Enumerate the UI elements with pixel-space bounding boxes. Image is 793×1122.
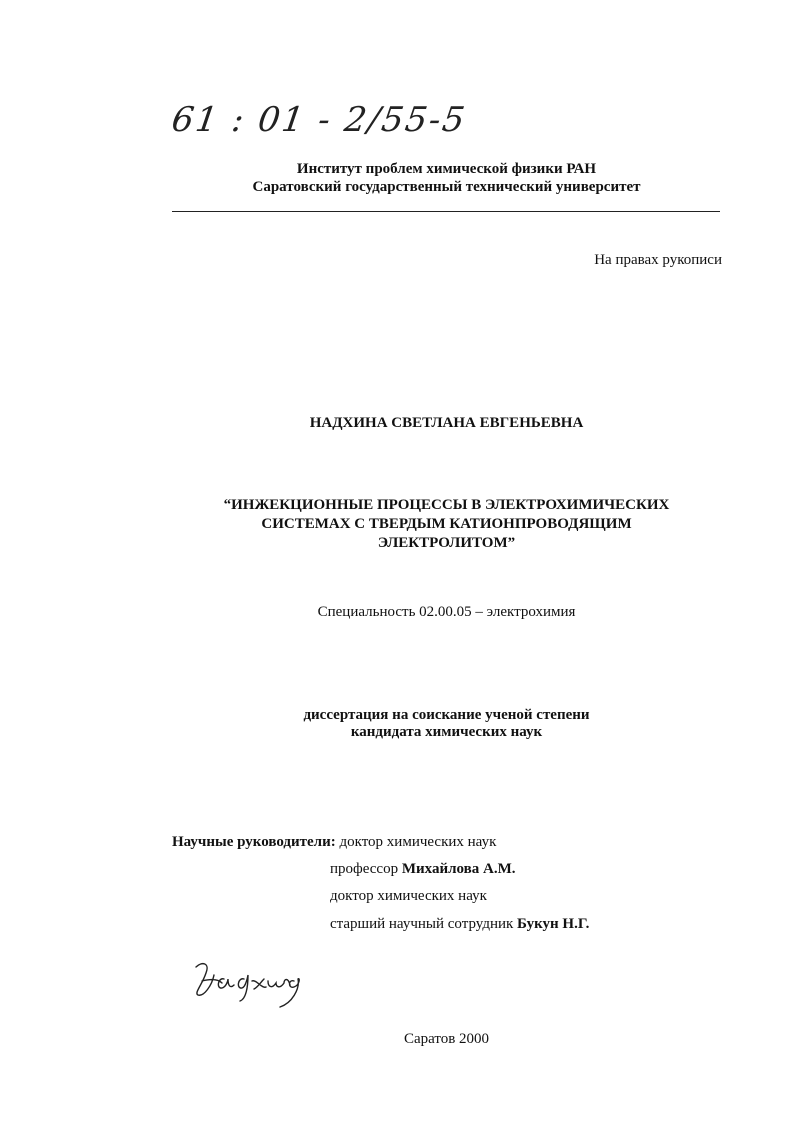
title-line: “ИНЖЕКЦИОННЫЕ ПРОЦЕССЫ В ЭЛЕКТРОХИМИЧЕСКИХ: [223, 497, 670, 513]
degree-line: диссертация на соискание ученой степени: [303, 707, 590, 723]
degree: [0, 707, 793, 741]
advisor-2-name: Букун Н.Г.: [517, 916, 590, 932]
advisors-label: Научные руководители:: [172, 834, 336, 850]
degree-line: кандидата химических наук: [350, 724, 543, 740]
manuscript-note: На правах рукописи: [594, 252, 722, 268]
author-signature: [188, 955, 323, 1010]
advisor-2-degree: доктор химических наук: [330, 888, 487, 904]
advisors-line-4: [330, 916, 589, 933]
dissertation-title: [0, 496, 793, 553]
advisor-2-title: старший научный сотрудник: [330, 916, 514, 932]
place-year: Саратов 2000: [403, 1031, 490, 1047]
advisor-1-title: профессор: [330, 861, 399, 877]
header-divider: [172, 211, 720, 212]
title-line: СИСТЕМАХ С ТВЕРДЫМ КАТИОНПРОВОДЯЩИМ: [261, 516, 632, 532]
advisors-line-2: [330, 861, 515, 878]
specialty: Специальность 02.00.05 – электрохимия: [317, 604, 576, 620]
institution-2: Саратовский государственный технический университет: [252, 179, 641, 195]
advisor-1-degree: доктор химических наук: [339, 834, 497, 850]
title-line: ЭЛЕКТРОЛИТОМ”: [377, 535, 516, 551]
institution-1: Институт проблем химической физики РАН: [296, 161, 597, 177]
advisors-line-1: [172, 834, 496, 851]
archive-code-handwritten: 61 : 01 - 2/55-5: [169, 100, 469, 140]
advisor-1-name: Михайлова А.М.: [401, 861, 516, 877]
author-name: НАДХИНА СВЕТЛАНА ЕВГЕНЬЕВНА: [309, 415, 584, 431]
